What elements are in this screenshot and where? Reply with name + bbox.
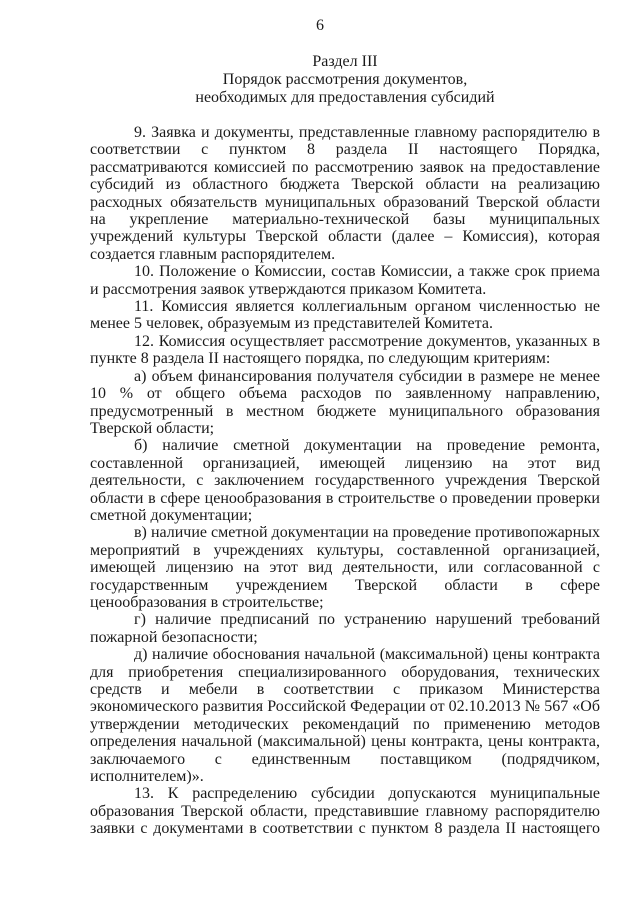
section-subtitle-line2: необходимых для предоставления субсидий: [195, 89, 495, 106]
paragraph-10: 10. Положение о Комиссии, состав Комиссии, а также срок приема и рассмотрения заявок утверждаются приказом Комитета.: [90, 263, 600, 298]
criterion-d: д) наличие обоснования начальной (максимальной) цены контракта для приобретения специализированного оборудования, технических средств и мебели в соответствии с приказом Министерства экономического развития Российской Федерации от 02.10.2013 № 567 «Об утверждении методических рекомендаций по применению методов определения начальной (максимальной) цены контракта, цены контракта, заключаемого с единственным поставщиком (подрядчиком, исполнителем)».: [90, 646, 600, 786]
criterion-g: г) наличие предписаний по устранению нарушений требований пожарной безопасности;: [90, 611, 600, 646]
section-subtitle-line1: Порядок рассмотрения документов,: [222, 71, 468, 88]
criterion-b: б) наличие сметной документации на проведение ремонта, составленной организацией, имеющей лицензию на этот вид деятельности, с заключением государственного учреждения Тверской области в сфере ценообразования в строительстве о проведении проверки сметной документации;: [90, 437, 600, 524]
paragraph-13: 13. К распределению субсидии допускаются муниципальные образования Тверской области, представившие главному распорядителю заявки с документами в соответствии с пунктом 8 раздела II настоящего: [90, 785, 600, 838]
paragraph-11: 11. Комиссия является коллегиальным органом численностью не менее 5 человек, образуемым из представителей Комитета.: [90, 298, 600, 333]
section-title: Раздел III: [312, 53, 378, 70]
page-number: 6: [316, 17, 324, 34]
paragraph-12: 12. Комиссия осуществляет рассмотрение документов, указанных в пункте 8 раздела II настоящего порядка, по следующим критериям:: [90, 332, 600, 368]
document-body: [90, 124, 600, 838]
section-header: [90, 53, 600, 107]
paragraph-9: 9. Заявка и документы, представленные главному распорядителю в соответствии с пунктом 8 раздела II настоящего Порядка, рассматриваются комиссией по рассмотрению заявок на предоставление субсидий из областного бюджета Тверской области на реализацию расходных обязательств муниципальных образований Тверской области на укрепление материально-технической базы муниципальных учреждений культуры Тверской области (далее – Комиссия), которая создается главным распорядителем.: [90, 124, 600, 263]
criterion-a: а) объем финансирования получателя субсидии в размере не менее 10 % от общего объема расходов по заявленному направлению, предусмотренный в местном бюджете муниципального образования Тверской области;: [90, 367, 600, 437]
criterion-v: в) наличие сметной документации на проведение противопожарных мероприятий в учреждениях культуры, составленной организацией, имеющей лицензию на этот вид деятельности, или согласованной с государственным учреждением Тверской области в сфере ценообразования в строительстве;: [90, 524, 600, 611]
